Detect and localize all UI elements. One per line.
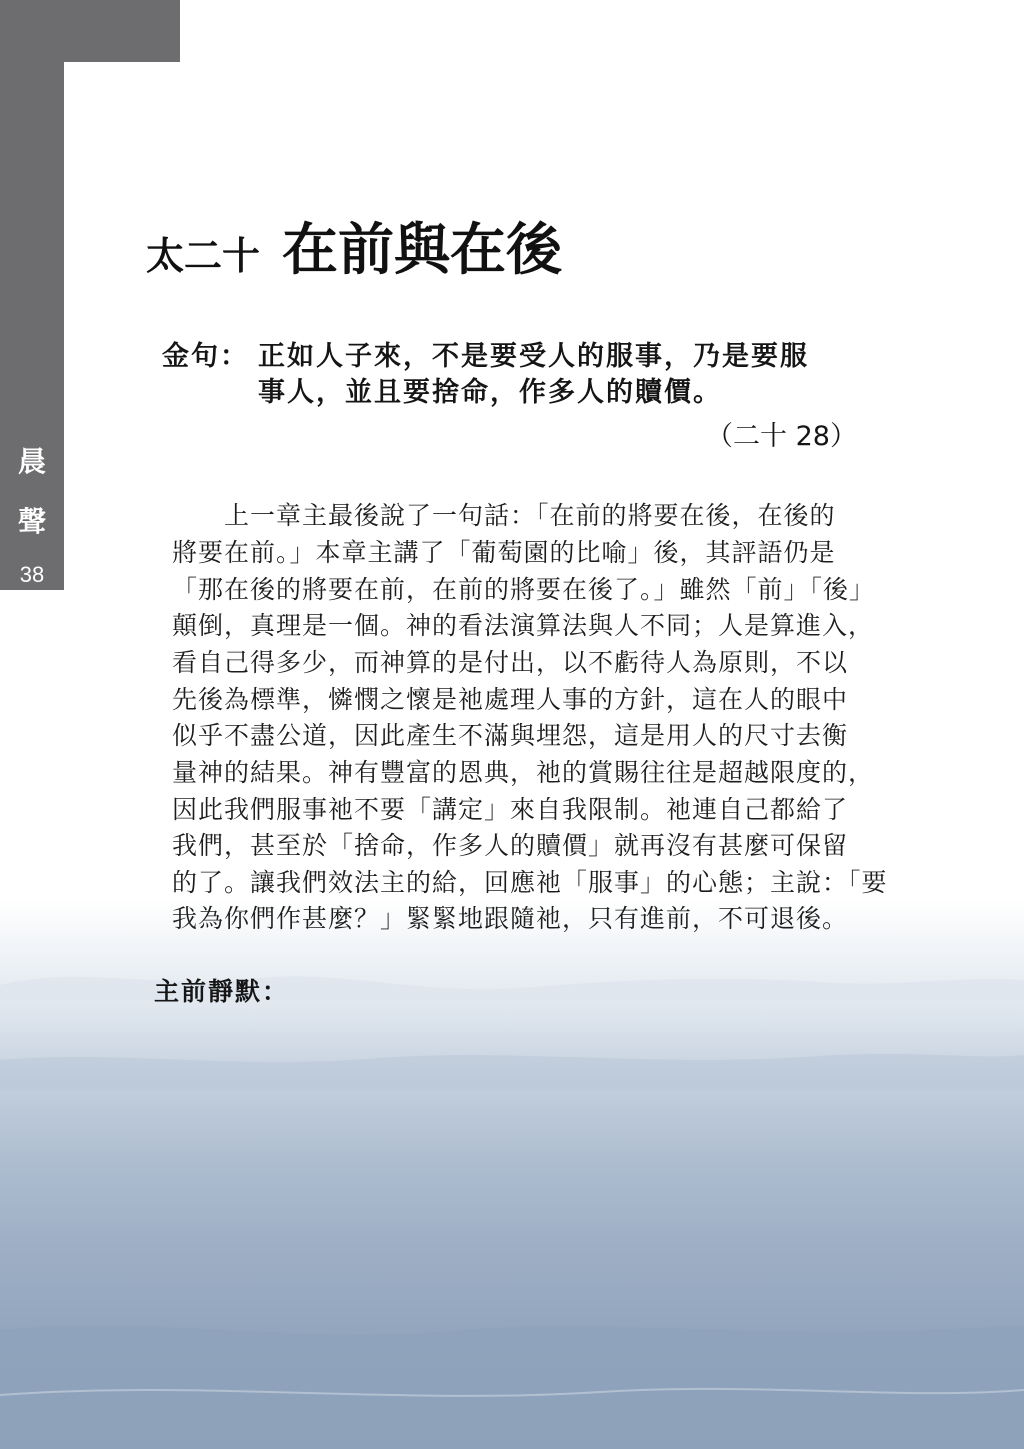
- body-line: 將要在前。」本章主講了「葡萄園的比喻」後，其評語仍是: [172, 538, 836, 567]
- wave-band: [0, 1325, 1024, 1449]
- header-gray-block: [0, 0, 180, 62]
- verse-line: 事人，並且要捨命，作多人的贖價。: [258, 377, 722, 408]
- body-line: 先後為標準，憐憫之懷是祂處理人事的方針，這在人的眼中: [172, 685, 849, 714]
- sidebar-char: 聲: [17, 505, 46, 538]
- body-line: 我們，甚至於「捨命，作多人的贖價」就再沒有甚麼可保留: [172, 831, 849, 860]
- body-line: 量神的結果。神有豐富的恩典，祂的賞賜往往是超越限度的，: [172, 758, 875, 787]
- chapter-reference: 太二十: [146, 233, 261, 278]
- meditation-label: 主前靜默：: [154, 977, 290, 1006]
- body-line: 看自己得多少，而神算的是付出，以不虧待人為原則，不以: [172, 648, 849, 677]
- body-line: 顛倒，真理是一個。神的看法演算法與人不同；人是算進入，: [172, 611, 875, 640]
- page-title: [146, 206, 562, 286]
- chapter-title: 在前與在後: [282, 217, 563, 283]
- body-line: 我為你們作甚麼？」緊緊地跟隨祂，只有進前，不可退後。: [172, 904, 849, 933]
- verse-line: 正如人子來，不是要受人的服事，乃是要服: [258, 341, 809, 372]
- body-line: 「那在後的將要在前，在前的將要在後了。」雖然「前」「後」: [172, 575, 876, 604]
- body-line: 上一章主最後說了一句話：「在前的將要在後，在後的: [172, 501, 836, 530]
- body-line: 的了。讓我們效法主的給，回應祂「服事」的心態；主說：「要: [172, 868, 888, 897]
- body-line: 因此我們服事祂不要「講定」來自我限制。祂連自己都給了: [172, 795, 849, 824]
- verse-reference: （二十 28）: [706, 421, 857, 452]
- page-number: 38: [19, 562, 45, 587]
- body-line: 似乎不盡公道，因此產生不滿與埋怨，這是用人的尺寸去衡: [172, 721, 849, 750]
- sidebar-char: 晨: [17, 445, 46, 478]
- sea-band: [0, 1054, 1024, 1090]
- verse-label: 金句：: [162, 341, 249, 372]
